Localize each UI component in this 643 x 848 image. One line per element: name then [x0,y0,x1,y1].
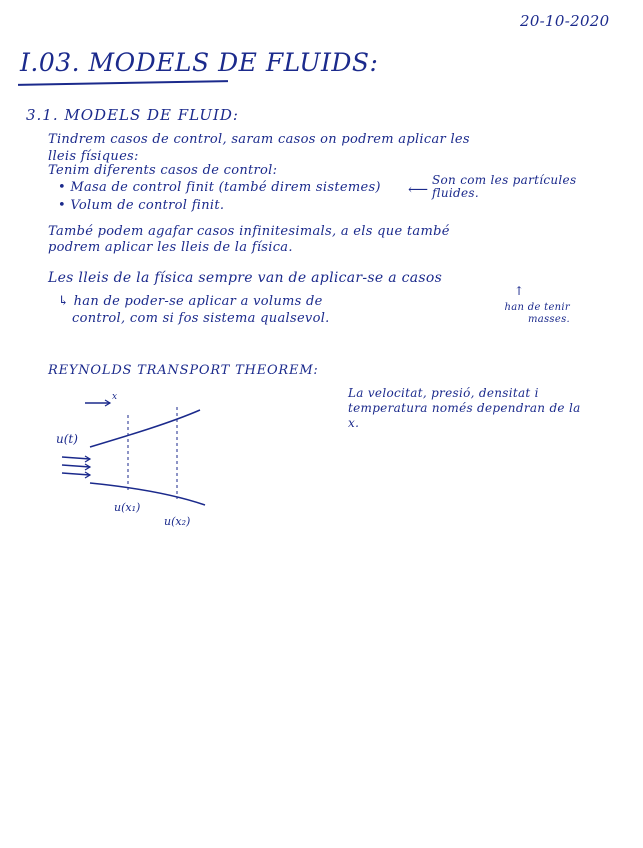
section2-label: u(x₂) [164,515,191,528]
side-note: Son com les partícules fluides. [432,173,577,200]
text-line: També podem agafar casos infinitesimals, a els que també [48,224,450,239]
lower-wall [90,483,205,505]
text-line: Les lleis de la física sempre van de aplicar-se a casos [48,270,443,286]
text-line: Tenim diferents casos de control: [48,163,278,178]
bullet-item: • Volum de control finit. [58,198,225,213]
text-line: podrem aplicar les lleis de la física. [48,240,293,255]
title-underline [18,80,228,85]
text-line: lleis físiques: [48,149,139,164]
axis-label: x [112,392,118,402]
bullet-item: • Masa de control finit (també direm sistemes) [58,180,381,195]
section1-label: u(x₁) [114,501,141,514]
left-arrow-icon: ⟵ [408,182,429,198]
flow-arrow [62,465,90,467]
text-line: control, com si fos sistema qualsevol. [72,311,330,326]
flow-arrow [62,473,90,475]
text-line: ↳ han de poder-se aplicar a volums de [58,294,323,309]
date-label: 20-10-2020 [520,12,610,30]
flow-diagram [50,385,230,535]
page-title: I.03. MODELS DE FLUIDS: [20,48,379,77]
side-note: La velocitat, presió, densitat i temperatura només dependran de la x. [348,386,581,430]
flow-arrow [62,457,90,459]
reynolds-heading: REYNOLDS TRANSPORT THEOREM: [48,363,319,378]
up-arrow-icon: ↑ [514,284,525,298]
text-line: Tindrem casos de control, saram casos on podrem aplicar les [48,132,470,147]
side-note: han de tenir masses. [504,302,570,325]
section-heading: 3.1. MODELS DE FLUID: [26,106,239,124]
upper-wall [90,410,200,447]
inflow-label: u(t) [56,432,78,446]
